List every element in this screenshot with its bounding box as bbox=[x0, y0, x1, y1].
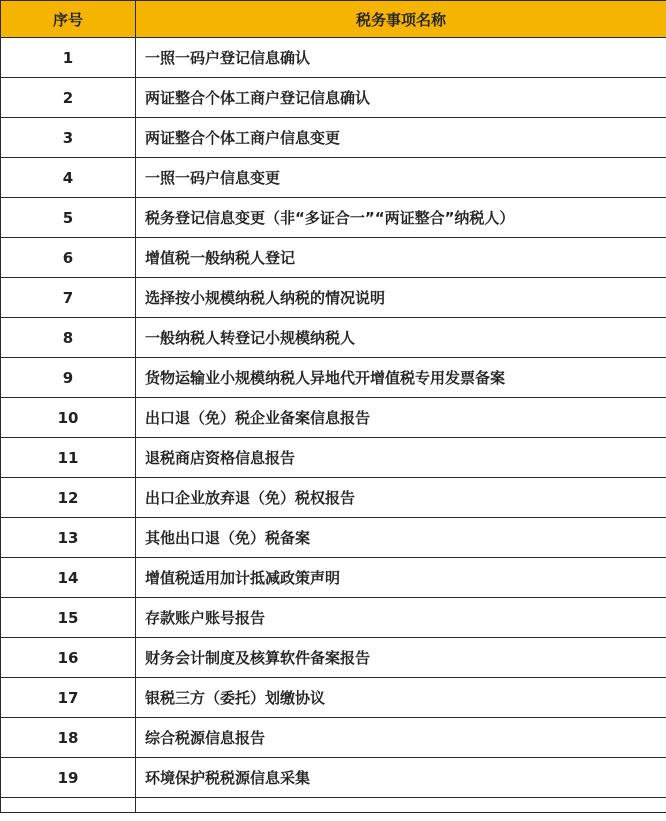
table-row bbox=[1, 78, 666, 118]
table-row bbox=[1, 678, 666, 718]
row-number: 17 bbox=[1, 678, 136, 718]
table-row bbox=[1, 158, 666, 198]
row-number: 11 bbox=[1, 438, 136, 478]
row-item-name: 货物运输业小规模纳税人异地代开增值税专用发票备案 bbox=[136, 358, 666, 398]
table-row bbox=[1, 638, 666, 678]
row-item-name: 两证整合个体工商户登记信息确认 bbox=[136, 78, 666, 118]
row-item-name: 出口退（免）税企业备案信息报告 bbox=[136, 398, 666, 438]
row-number: 10 bbox=[1, 398, 136, 438]
row-item-name: 一照一码户登记信息确认 bbox=[136, 38, 666, 78]
row-number: 6 bbox=[1, 238, 136, 278]
table-row bbox=[1, 238, 666, 278]
row-number: 7 bbox=[1, 278, 136, 318]
row-number: 18 bbox=[1, 718, 136, 758]
row-number: 12 bbox=[1, 478, 136, 518]
row-number: 3 bbox=[1, 118, 136, 158]
table-row-cut-off bbox=[1, 798, 666, 813]
row-item-name: 存款账户账号报告 bbox=[136, 598, 666, 638]
table-row bbox=[1, 518, 666, 558]
row-number: 16 bbox=[1, 638, 136, 678]
table-row bbox=[1, 598, 666, 638]
row-item-name: 一般纳税人转登记小规模纳税人 bbox=[136, 318, 666, 358]
row-item-name: 两证整合个体工商户信息变更 bbox=[136, 118, 666, 158]
table-body bbox=[1, 38, 666, 813]
row-number: 15 bbox=[1, 598, 136, 638]
row-number: 9 bbox=[1, 358, 136, 398]
row-number: 5 bbox=[1, 198, 136, 238]
table-row bbox=[1, 38, 666, 78]
row-item-name: 出口企业放弃退（免）税权报告 bbox=[136, 478, 666, 518]
row-item-name: 增值税一般纳税人登记 bbox=[136, 238, 666, 278]
header-row bbox=[1, 1, 666, 38]
row-item-name: 综合税源信息报告 bbox=[136, 718, 666, 758]
row-item-name: 环境保护税税源信息采集 bbox=[136, 758, 666, 798]
row-item-name-empty bbox=[136, 798, 666, 813]
row-number: 8 bbox=[1, 318, 136, 358]
table-row bbox=[1, 318, 666, 358]
table-row bbox=[1, 558, 666, 598]
table-row bbox=[1, 358, 666, 398]
row-number: 14 bbox=[1, 558, 136, 598]
table-row bbox=[1, 438, 666, 478]
row-number-empty bbox=[1, 798, 136, 813]
row-number: 13 bbox=[1, 518, 136, 558]
header-item-name: 税务事项名称 bbox=[136, 1, 666, 38]
table-header bbox=[1, 1, 666, 38]
row-item-name: 退税商店资格信息报告 bbox=[136, 438, 666, 478]
table-row bbox=[1, 278, 666, 318]
row-item-name: 税务登记信息变更（非“多证合一”“两证整合”纳税人） bbox=[136, 198, 666, 238]
table-row bbox=[1, 398, 666, 438]
header-number: 序号 bbox=[1, 1, 136, 38]
row-number: 2 bbox=[1, 78, 136, 118]
row-item-name: 其他出口退（免）税备案 bbox=[136, 518, 666, 558]
row-item-name: 一照一码户信息变更 bbox=[136, 158, 666, 198]
row-number: 1 bbox=[1, 38, 136, 78]
table-row bbox=[1, 198, 666, 238]
row-item-name: 增值税适用加计抵减政策声明 bbox=[136, 558, 666, 598]
table-row bbox=[1, 478, 666, 518]
row-number: 19 bbox=[1, 758, 136, 798]
table-row bbox=[1, 758, 666, 798]
row-item-name: 选择按小规模纳税人纳税的情况说明 bbox=[136, 278, 666, 318]
table-row bbox=[1, 118, 666, 158]
row-number: 4 bbox=[1, 158, 136, 198]
row-item-name: 财务会计制度及核算软件备案报告 bbox=[136, 638, 666, 678]
row-item-name: 银税三方（委托）划缴协议 bbox=[136, 678, 666, 718]
table-row bbox=[1, 718, 666, 758]
